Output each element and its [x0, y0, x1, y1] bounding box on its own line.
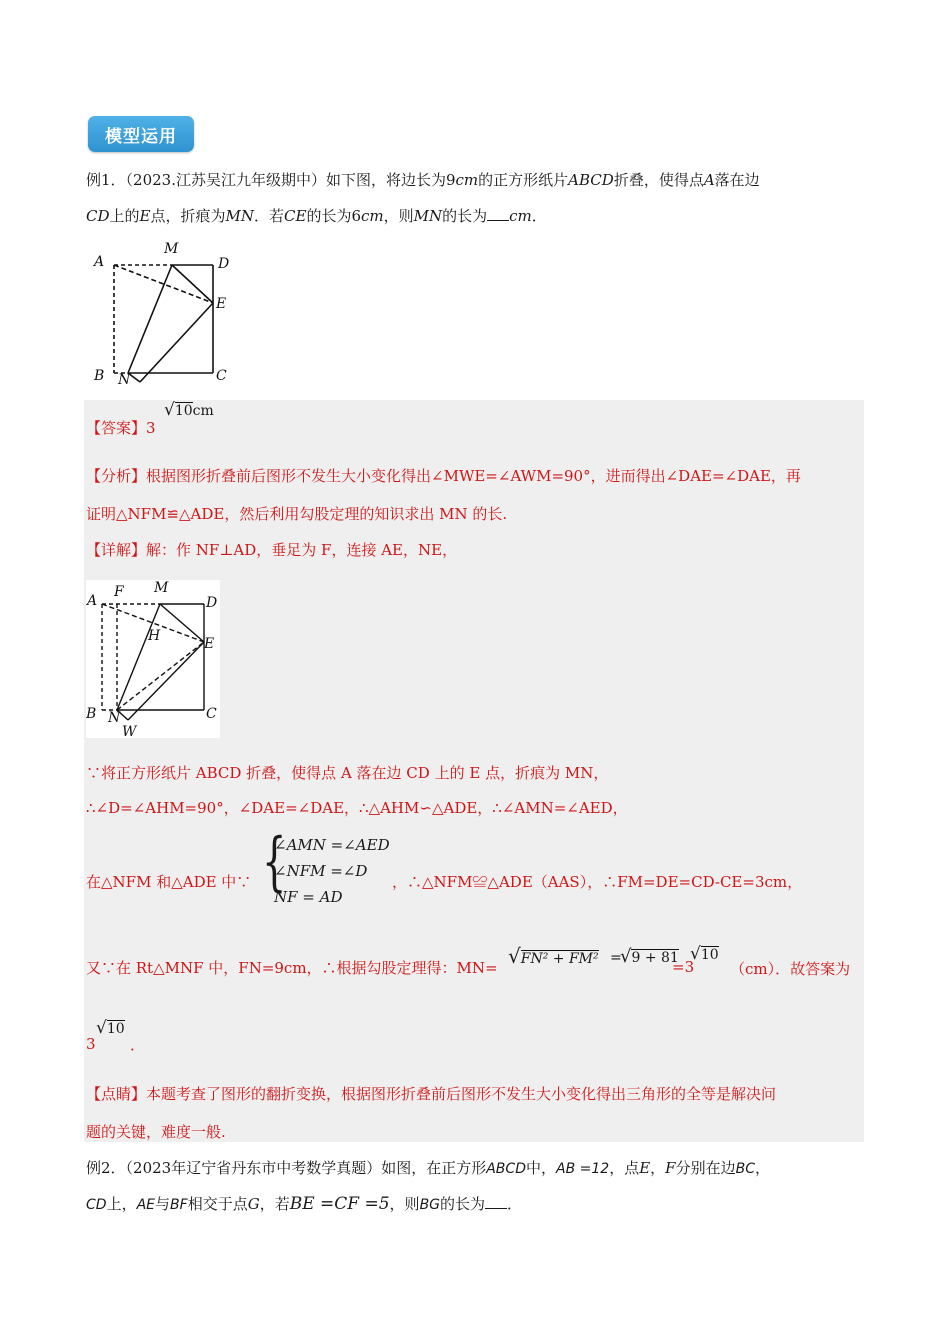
- figure1-label-A: A: [94, 254, 105, 270]
- answer-tag: 【答案】: [86, 419, 147, 437]
- text: ，点: [609, 1159, 640, 1177]
- text: MN: [225, 207, 254, 225]
- text: ABCD: [486, 1161, 526, 1177]
- text: 落在边: [714, 171, 760, 189]
- text: G: [247, 1195, 260, 1213]
- radical-3: √10: [690, 944, 719, 964]
- text: =: [610, 950, 622, 966]
- text: cm: [360, 207, 384, 225]
- solution-line2: [86, 798, 628, 818]
- figure1-line-MN: [128, 265, 172, 373]
- text: ．: [531, 207, 547, 225]
- text: AB =12: [556, 1161, 610, 1177]
- figure2-label-F: F: [114, 584, 124, 600]
- brace-symbol: {: [262, 825, 287, 899]
- text: 解：作 NF⊥AD，垂足为 F，连接 AE，NE，: [146, 541, 458, 559]
- text: CD: [86, 207, 110, 225]
- answer-value: 3: [146, 419, 156, 437]
- text: 3: [86, 1035, 96, 1053]
- solution-line4: [86, 958, 498, 978]
- text: 的长为6: [306, 207, 361, 225]
- text: ，∴△NFM≌△ADE（AAS），∴FM=DE=CD-CE=3cm，: [392, 873, 803, 891]
- brace-system: [274, 832, 390, 910]
- figure1-label-E: E: [216, 296, 227, 312]
- text: 分别在边: [675, 1159, 736, 1177]
- brace-eq2: ∠NFM =∠D: [274, 862, 368, 880]
- brace-eq1: ∠AMN =∠AED: [274, 836, 390, 854]
- figure2-label-W: W: [122, 724, 137, 738]
- final-answer-prefix: [86, 1034, 96, 1054]
- figure1-line-ME: [172, 265, 213, 303]
- text: 上的: [109, 207, 140, 225]
- figure1-label-N: N: [118, 372, 131, 388]
- text: AE: [136, 1197, 156, 1213]
- text: 中，: [525, 1159, 556, 1177]
- text: 在△NFM 和△ADE 中∵: [86, 873, 252, 891]
- text: A: [703, 171, 715, 189]
- text: ．: [507, 1195, 523, 1213]
- text: 又∵在 Rt△MNF 中，FN=9cm，∴根据勾股定理得：MN=: [86, 959, 498, 977]
- final-radical: √10: [96, 1018, 125, 1038]
- comment-tag: 【点睛】: [86, 1085, 147, 1103]
- text: 本题考查了图形的翻折变换，根据图形折叠前后图形不发生大小变化得出三角形的全等是解决问: [146, 1085, 777, 1103]
- figure2-label-N: N: [108, 710, 121, 726]
- badge-label: 模型运用: [105, 126, 177, 147]
- brace-eq3: NF = AD: [274, 888, 343, 906]
- solution-line1: [86, 763, 608, 783]
- analysis-line2: [86, 504, 507, 524]
- text: 例2．（2023年辽宁省丹东市中考数学真题）如图，在正方形: [86, 1159, 487, 1177]
- text: BC: [735, 1161, 755, 1177]
- solution-line4-end: [730, 958, 850, 979]
- text: 与: [155, 1195, 171, 1213]
- answer-radicand: 10: [174, 403, 193, 419]
- figure1-diagram: [88, 236, 238, 388]
- figure2-label-H: H: [148, 628, 161, 644]
- text: 的长为: [440, 1195, 486, 1213]
- figure2-label-A: A: [87, 593, 98, 609]
- example2-line1: [86, 1158, 770, 1179]
- solution-line3-suffix: [392, 872, 802, 892]
- answer-unit: cm: [192, 403, 214, 419]
- radical-2: √9 + 81: [620, 946, 679, 967]
- text: 的长为: [442, 207, 488, 225]
- text: 根据图形折叠前后图形不发生大小变化得出∠MWE=∠AWM=90°，进而得出∠DAE=∠DAE，再: [146, 467, 801, 485]
- detail-line: [86, 540, 457, 560]
- figure2-line-ME: [160, 604, 204, 642]
- text: 折叠，使得点: [613, 171, 704, 189]
- final-radicand: 10: [106, 1021, 125, 1037]
- answer-blank: [487, 206, 509, 221]
- text: BF: [170, 1197, 188, 1213]
- text: ．: [130, 1036, 146, 1054]
- answer-radical: √10cm: [164, 400, 214, 420]
- example1-line2: [86, 206, 547, 226]
- radicand-2: 9 + 81: [631, 950, 679, 966]
- example1-line1: [86, 170, 760, 190]
- text: BE =CF =5: [289, 1194, 390, 1214]
- text: ，: [650, 1159, 666, 1177]
- text: E: [639, 1159, 651, 1177]
- figure2-label-D: D: [206, 595, 218, 611]
- section-badge: [88, 116, 194, 152]
- comment-line1: [86, 1084, 776, 1104]
- figure2-label-E: E: [204, 636, 215, 652]
- text: =3: [672, 958, 695, 976]
- text: cm: [509, 207, 532, 225]
- analysis-tag: 【分析】: [86, 467, 147, 485]
- text: CE: [284, 207, 307, 225]
- text: 题的关键，难度一般.: [86, 1123, 226, 1141]
- figure2-label-M: M: [154, 580, 169, 596]
- comment-line2: [86, 1122, 226, 1142]
- text: cm: [455, 171, 479, 189]
- text: ABCD: [568, 171, 614, 189]
- text: ，则: [383, 207, 414, 225]
- text: 证明△NFM≌△ADE，然后利用勾股定理的知识求出 MN 的长.: [86, 505, 508, 523]
- radicand-1: FN² + FM²: [520, 951, 599, 967]
- figure2-label-C: C: [206, 706, 217, 722]
- text: ．若: [253, 207, 284, 225]
- text: 相交于点: [187, 1195, 248, 1213]
- text: 上，: [106, 1195, 137, 1213]
- figure2-diagram: [86, 580, 220, 738]
- radicand-3: 10: [700, 947, 719, 963]
- radical-1: √FN² + FM²: [508, 944, 599, 968]
- text: ，: [755, 1159, 771, 1177]
- text: ，若: [259, 1195, 290, 1213]
- text: ∴∠D=∠AHM=90°，∠DAE=∠DAE，∴△AHM∽△ADE，∴∠AMN=∠AED，: [86, 799, 628, 817]
- analysis-line1: [86, 466, 801, 486]
- text: 的正方形纸片: [478, 171, 569, 189]
- text: E: [139, 207, 151, 225]
- figure2-label-B: B: [86, 706, 97, 722]
- text: 例1．（2023.江苏吴江九年级期中）如下图，将边长为9: [86, 171, 456, 189]
- text: F: [665, 1159, 676, 1177]
- figure1-label-D: D: [218, 256, 230, 272]
- figure1-label-C: C: [216, 368, 227, 384]
- figure1-label-M: M: [164, 241, 179, 257]
- detail-tag: 【详解】: [86, 541, 147, 559]
- figure1-label-B: B: [94, 368, 105, 384]
- final-answer-end: [130, 1034, 145, 1055]
- text: ∵将正方形纸片 ABCD 折叠，使得点 A 落在边 CD 上的 E 点，折痕为 MN，: [86, 764, 609, 782]
- answer-blank: [485, 1194, 507, 1209]
- text: BG: [419, 1197, 441, 1213]
- text: 点，折痕为: [150, 207, 226, 225]
- solution-line3-prefix: [86, 872, 251, 892]
- example2-line2: [86, 1194, 522, 1215]
- answer-line: [86, 418, 156, 438]
- text: MN: [413, 207, 443, 225]
- text: ，则: [389, 1195, 420, 1213]
- text: CD: [86, 1197, 107, 1213]
- text: （cm）．故答案为: [730, 960, 851, 978]
